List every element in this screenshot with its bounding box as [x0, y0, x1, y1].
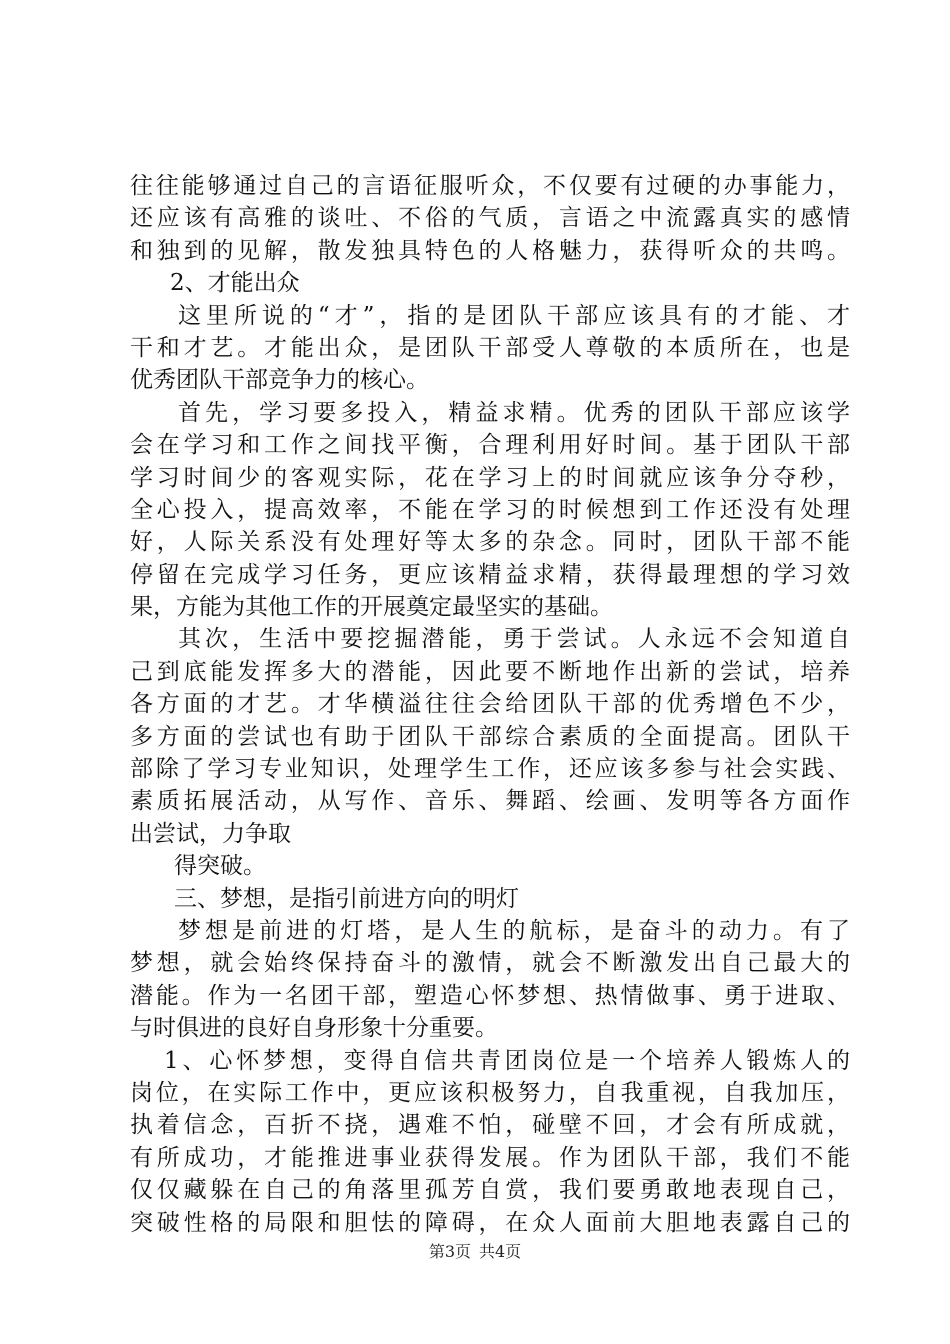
text-line: 会在学习和工作之间找平衡，合理利用好时间。基于团队干部	[130, 432, 850, 459]
text-line: 素质拓展活动，从写作、音乐、舞蹈、绘画、发明等各方面作	[130, 788, 850, 815]
text-line: 优秀团队干部竞争力的核心。	[130, 367, 429, 394]
text-line: 己到底能发挥多大的潜能，因此要不断地作出新的尝试，培养	[130, 658, 850, 685]
section-heading: 2、才能出众	[170, 270, 300, 297]
text-line: 其次，生活中要挖掘潜能，勇于尝试。人永远不会知道自	[178, 626, 850, 653]
text-line: 首先，学习要多投入，精益求精。优秀的团队干部应该学	[178, 399, 850, 426]
text-line: 得突破。	[174, 853, 266, 880]
text-line: 出尝试，力争取	[130, 820, 291, 847]
text-line: 梦想是前进的灯塔，是人生的航标，是奋斗的动力。有了	[178, 917, 850, 944]
page-number: 第3页	[428, 1242, 471, 1261]
text-line: 梦想，就会始终保持奋斗的激情，就会不断激发出自己最大的	[130, 950, 850, 977]
section-heading: 三、梦想，是指引前进方向的明灯	[174, 885, 519, 912]
page-total: 共4页	[479, 1242, 522, 1261]
text-line: 好，人际关系没有处理好等太多的杂念。同时，团队干部不能	[130, 529, 850, 556]
text-line: 和独到的见解，散发独具特色的人格魅力，获得听众的共鸣。	[130, 237, 850, 264]
text-line: 还应该有高雅的谈吐、不俗的气质，言语之中流露真实的感情	[130, 205, 850, 232]
document-body	[130, 170, 850, 1239]
text-line: 干和才艺。才能出众，是团队干部受人尊敬的本质所在，也是	[130, 334, 850, 361]
text-line: 停留在完成学习任务，更应该精益求精，获得最理想的学习效	[130, 561, 850, 588]
text-line: 多方面的尝试也有助于团队干部综合素质的全面提高。团队干	[130, 723, 850, 750]
text-line: 潜能。作为一名团干部，塑造心怀梦想、热情做事、勇于进取、	[130, 982, 850, 1009]
text-line: 部除了学习专业知识，处理学生工作，还应该多参与社会实践、	[130, 756, 850, 783]
text-line: 仅仅藏躲在自己的角落里孤芳自赏，我们要勇敢地表现自己，	[130, 1177, 850, 1204]
text-line: 有所成功，才能推进事业获得发展。作为团队干部，我们不能	[130, 1144, 850, 1171]
text-line: 突破性格的局限和胆怯的障碍，在众人面前大胆地表露自己的	[130, 1209, 850, 1236]
text-line: 各方面的才艺。才华横溢往往会给团队干部的优秀增色不少，	[130, 691, 850, 718]
text-line: 全心投入，提高效率，不能在学习的时候想到工作还没有处理	[130, 496, 850, 523]
text-line: 岗位，在实际工作中，更应该积极努力，自我重视，自我加压，	[130, 1079, 850, 1106]
text-line: 学习时间少的客观实际，花在学习上的时间就应该争分夺秒，	[130, 464, 850, 491]
page-footer	[0, 1242, 950, 1262]
text-line: 果，方能为其他工作的开展奠定最坚实的基础。	[130, 594, 613, 621]
text-line: 与时俱进的良好自身形象十分重要。	[130, 1015, 498, 1042]
text-line: 这里所说的“才”，指的是团队干部应该具有的才能、才	[178, 302, 850, 329]
text-line: 执着信念，百折不挠，遇难不怕，碰壁不回，才会有所成就，	[130, 1112, 850, 1139]
text-line: 往往能够通过自己的言语征服听众，不仅要有过硬的办事能力，	[130, 173, 850, 199]
text-line: 1、心怀梦想，变得自信共青团岗位是一个培养人锻炼人的	[164, 1047, 850, 1074]
